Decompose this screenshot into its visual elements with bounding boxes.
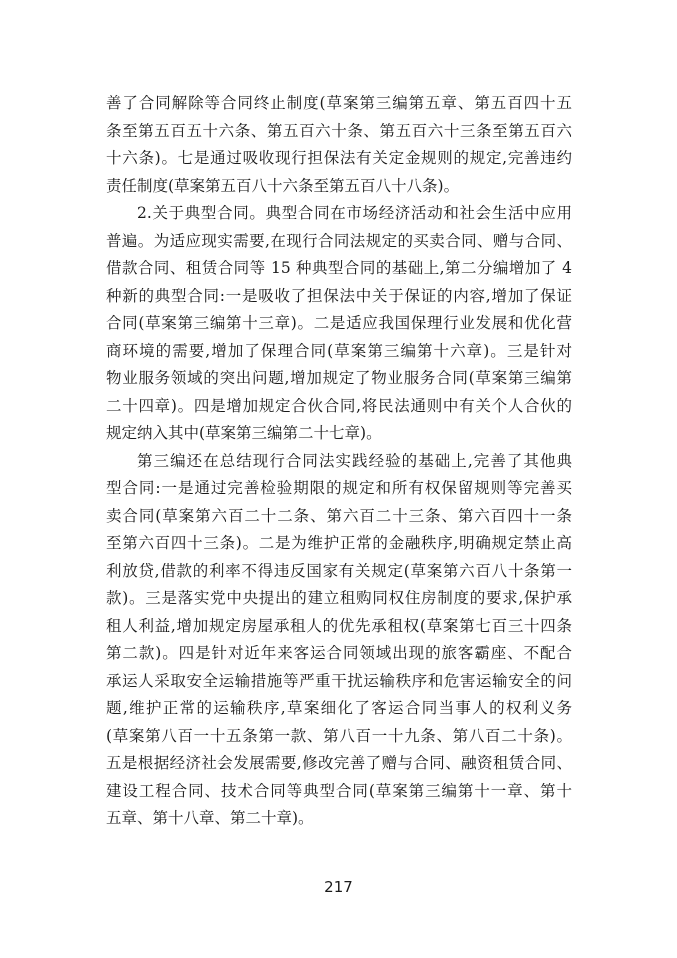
text-line: 物业服务领域的突出问题,增加规定了物业服务合同(草案第三编第	[106, 369, 572, 387]
text-line: 商环境的需要,增加了保理合同(草案第三编第十六章)。三是针对	[106, 341, 572, 360]
text-line: 题,维护正常的运输秩序,草案细化了客运合同当事人的权利义务	[106, 699, 572, 717]
text-line: 卖合同(草案第六百二十二条、第六百二十三条、第六百四十一条	[106, 506, 572, 525]
text-line: 租人利益,增加规定房屋承租人的优先承租权(草案第七百三十四条	[106, 616, 572, 635]
text-line: 第三编还在总结现行合同法实践经验的基础上,完善了其他典	[137, 451, 572, 470]
text-line: 责任制度(草案第五百八十六条至第五百八十八条)。	[106, 176, 460, 195]
text-line: 十六条)。七是通过吸收现行担保法有关定金规则的规定,完善违约	[106, 149, 572, 167]
text-line: 规定纳入其中(草案第三编第二十七章)。	[106, 424, 382, 442]
page-number: 217	[324, 878, 353, 896]
text-line: 种新的典型合同:一是吸收了担保法中关于保证的内容,增加了保证	[106, 286, 572, 305]
body-text	[106, 90, 572, 833]
text-line: 善了合同解除等合同终止制度(草案第三编第五章、第五百四十五	[106, 94, 572, 112]
text-line: 至第六百四十三条)。二是为维护正常的金融秩序,明确规定禁止高	[106, 534, 572, 552]
text-line: 合同(草案第三编第十三章)。二是适应我国保理行业发展和优化营	[106, 314, 572, 332]
text-line: 款)。三是落实党中央提出的建立租购同权住房制度的要求,保护承	[106, 589, 572, 607]
text-line: 利放贷,借款的利率不得违反国家有关规定(草案第六百八十条第一	[106, 561, 572, 580]
text-line: (草案第八百一十五条第一款、第八百一十九条、第八百二十条)。	[106, 726, 572, 745]
text-line: 型合同:一是通过完善检验期限的规定和所有权保留规则等完善买	[106, 479, 572, 497]
text-line: 2.关于典型合同。典型合同在市场经济活动和社会生活中应用	[137, 204, 572, 222]
text-line: 普遍。为适应现实需要,在现行合同法规定的买卖合同、赠与合同、	[106, 231, 572, 250]
text-line: 二十四章)。四是增加规定合伙合同,将民法通则中有关个人合伙的	[106, 396, 572, 415]
text-line: 第二款)。四是针对近年来客运合同领域出现的旅客霸座、不配合	[106, 644, 572, 662]
text-line: 借款合同、租赁合同等 15 种典型合同的基础上,第二分编增加了 4	[106, 259, 572, 277]
text-line: 五是根据经济社会发展需要,修改完善了赠与合同、融资租赁合同、	[106, 754, 572, 772]
text-line: 承运人采取安全运输措施等严重干扰运输秩序和危害运输安全的问	[106, 671, 572, 690]
text-line: 五章、第十八章、第二十章)。	[106, 809, 314, 827]
text-line: 建设工程合同、技术合同等典型合同(草案第三编第十一章、第十	[106, 781, 572, 800]
text-line: 条至第五百五十六条、第五百六十条、第五百六十三条至第五百六	[106, 121, 572, 140]
